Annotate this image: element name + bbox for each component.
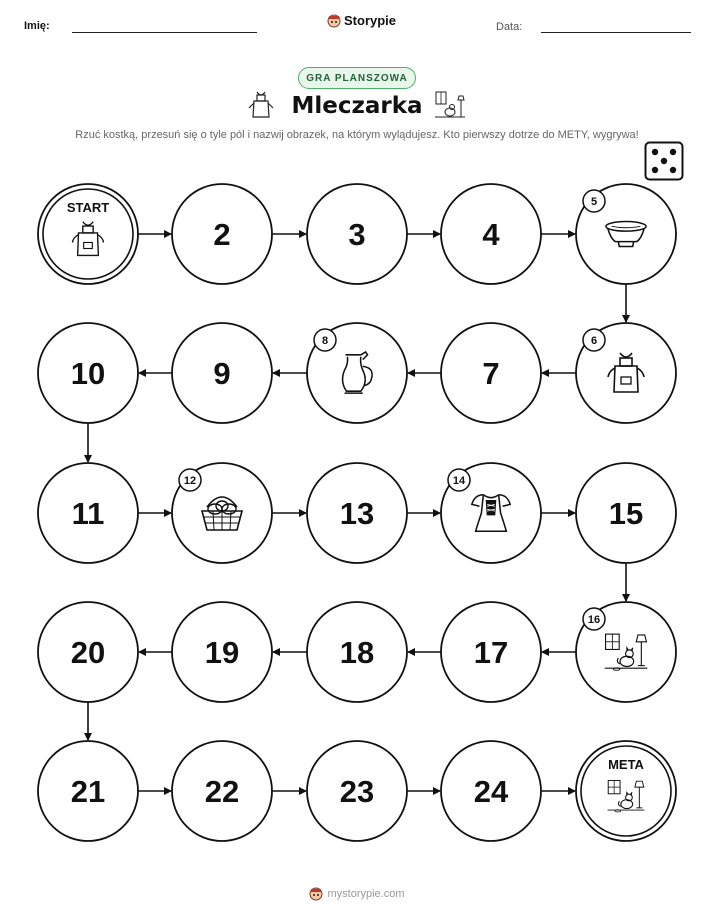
board-cell-14 (441, 463, 541, 563)
instructions: Rzuć kostką, przesuń się o tyle pól i nazwij obrazek, na którym wylądujesz. Kto pierwszy dotrze do METY, wygrywa! (75, 129, 639, 141)
board-cell-3 (307, 184, 407, 284)
board-cell-22 (172, 741, 272, 841)
board-cell-16 (576, 602, 676, 702)
board-cell-17 (441, 602, 541, 702)
cell-badge-number: 12 (183, 475, 197, 487)
cell-number: 3 (348, 217, 366, 252)
board-cell-15 (576, 463, 676, 563)
board-cell-5 (576, 184, 676, 284)
cell-number: 23 (339, 774, 375, 809)
cell-badge-number: 16 (587, 614, 601, 626)
board-cell-19 (172, 602, 272, 702)
board-cell-6 (576, 323, 676, 423)
board-cell-1 (38, 184, 138, 284)
board-cell-11 (38, 463, 138, 563)
cell-circle (576, 741, 676, 841)
cell-badge-number: 14 (452, 475, 466, 487)
name-label: Imię: (24, 20, 50, 32)
board-cell-25 (576, 741, 676, 841)
cell-number: 17 (473, 635, 509, 670)
cell-label: START (66, 200, 110, 215)
board-cell-24 (441, 741, 541, 841)
cell-number: 13 (339, 496, 375, 531)
cell-badge-number: 8 (321, 335, 329, 347)
cell-number: 18 (339, 635, 375, 670)
board-cell-12 (172, 463, 272, 563)
board-cell-21 (38, 741, 138, 841)
cell-number: 19 (204, 635, 240, 670)
footer (0, 887, 714, 901)
board-cell-23 (307, 741, 407, 841)
cell-number: 15 (608, 496, 644, 531)
cell-number: 10 (70, 356, 106, 391)
board-cell-20 (38, 602, 138, 702)
game-type-badge: GRA PLANSZOWA (298, 67, 416, 89)
cell-number: 21 (70, 774, 106, 809)
board-cell-7 (441, 323, 541, 423)
board-cell-8 (307, 323, 407, 423)
cell-number: 2 (213, 217, 231, 252)
cell-number: 22 (204, 774, 240, 809)
cell-number: 20 (70, 635, 106, 670)
board-cell-9 (172, 323, 272, 423)
date-label: Data: (496, 21, 523, 33)
footer-url: mystorypie.com (327, 888, 405, 900)
cell-label: META (608, 757, 644, 772)
board-cell-2 (172, 184, 272, 284)
cell-number: 24 (473, 774, 509, 809)
board-cell-18 (307, 602, 407, 702)
board-cell-4 (441, 184, 541, 284)
cell-number: 11 (71, 496, 105, 531)
brand-name: Storypie (344, 13, 397, 28)
cell-badge-number: 5 (590, 196, 598, 208)
board-cell-13 (307, 463, 407, 563)
cell-number: 9 (213, 356, 231, 391)
cell-number: 7 (482, 356, 500, 391)
cell-circle (38, 184, 138, 284)
cell-number: 4 (482, 217, 500, 252)
board-cell-10 (38, 323, 138, 423)
page-title: Mleczarka (291, 93, 423, 119)
cell-badge-number: 6 (590, 335, 598, 347)
storypie-logo-icon (309, 887, 323, 901)
